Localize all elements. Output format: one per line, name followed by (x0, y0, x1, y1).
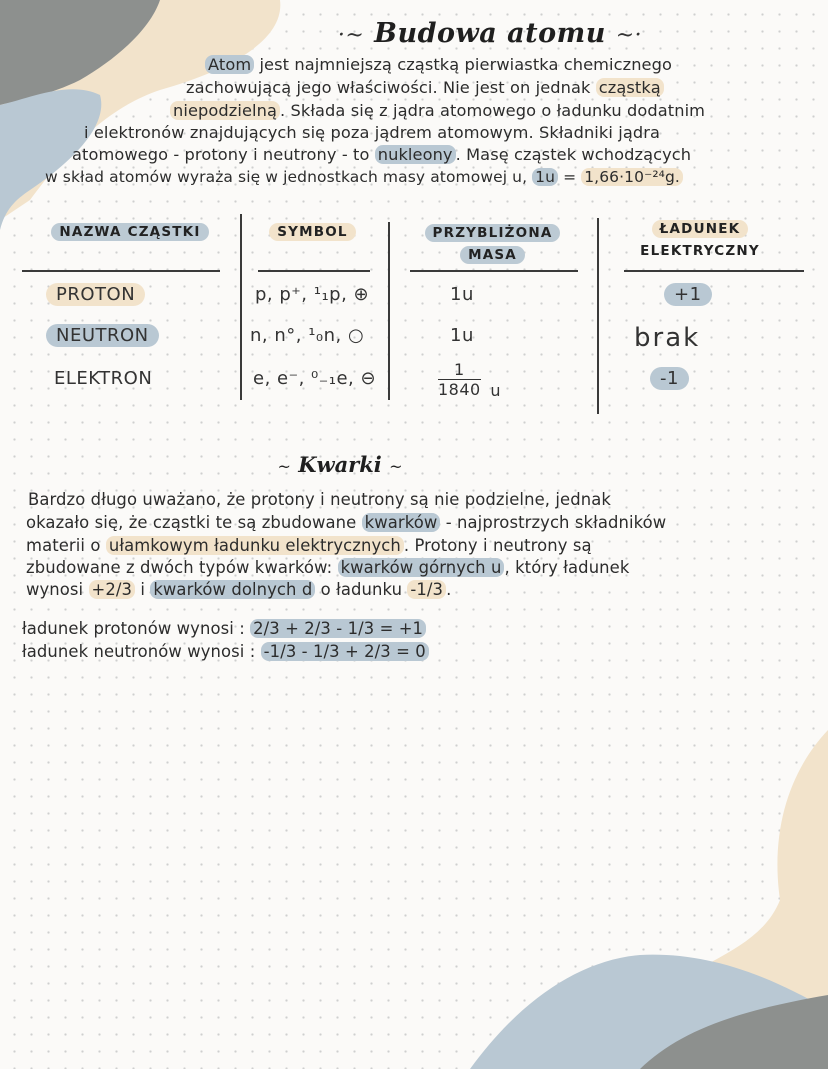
table-divider-3 (597, 218, 599, 414)
kwarki-line-1: Bardzo długo uważano, że protony i neutrony są nie podzielne, jednak (28, 490, 611, 509)
row-neutron-symbol: n, n°, ¹₀n, ○ (250, 325, 365, 346)
intro-line-3: niepodzielną . Składa się z jądra atomowego o ładunku dodatnim (170, 100, 705, 122)
intro-line-2: zachowującą jego właściwości. Nie jest on jednak cząstką (186, 77, 664, 99)
kwarki-line-2: okazało się, że cząstki te są zbudowane kwarków - najprostrzych składników (26, 513, 667, 532)
row-electron-symbol: e, e⁻, ⁰₋₁e, ⊖ (253, 368, 377, 389)
header-symbol: SYMBOL (250, 224, 375, 240)
row-neutron-name: NEUTRON (46, 325, 159, 346)
intro-line-6: w skład atomów wyraża się w jednostkach masy atomowej u, 1u = 1,66·10⁻²⁴g. (45, 166, 683, 188)
title-text: Budowa atomu (374, 18, 606, 49)
row-neutron-mass: 1u (450, 325, 474, 346)
kwarki-title: ~ Kwarki ~ (277, 452, 403, 477)
kwarki-line-5: wynosi +2/3 i kwarków dolnych d o ładunku -1/3 . (26, 580, 452, 599)
header-mass: PRZYBLIŻONA MASA (405, 222, 580, 266)
table-divider-2 (388, 222, 390, 400)
equation-proton: ładunek protonów wynosi : 2/3 + 2/3 - 1/3 = +1 (22, 618, 426, 640)
kwarki-line-3: materii o ułamkowym ładunku elektrycznych . Protony i neutrony są (26, 536, 592, 555)
row-proton-symbol: p, p⁺, ¹₁p, ⊕ (255, 284, 370, 305)
table-divider-1 (240, 214, 242, 400)
mass-numerator: 1 (438, 360, 481, 380)
row-neutron-charge: brak (634, 323, 701, 353)
kwarki-line-4: zbudowane z dwóch typów kwarków: kwarków górnych u , który ładunek (26, 558, 630, 577)
row-electron-name: ELEKTRON (54, 368, 153, 389)
row-proton-name: PROTON (46, 284, 145, 305)
mass-unit: u (490, 381, 501, 400)
row-electron-mass (438, 360, 501, 400)
row-proton-mass: 1u (450, 284, 474, 305)
page-title: ·~ Budowa atomu ~· (337, 18, 643, 49)
table-header-underline-3 (410, 270, 578, 272)
intro-line-4: i elektronów znajdujących się poza jądrem atomowym. Składniki jądra (84, 123, 660, 142)
mass-denominator: 1840 (438, 380, 481, 399)
equation-neutron: ładunek neutronów wynosi : -1/3 - 1/3 + 2/3 = 0 (22, 641, 429, 663)
table-header-underline-1 (22, 270, 220, 272)
intro-line-5: atomowego - protony i neutrony - to nukleony . Masę cząstek wchodzących (72, 145, 692, 164)
header-charge: ŁADUNEK ELEKTRYCZNY (640, 221, 760, 259)
row-electron-charge: -1 (650, 368, 689, 389)
table-header-underline-2 (258, 270, 370, 272)
header-name: NAZWA CZĄSTKI (40, 224, 220, 240)
row-proton-charge: +1 (664, 284, 712, 305)
table-header-underline-4 (624, 270, 804, 272)
intro-line-1: Atom jest najmniejszą cząstką pierwiastka chemicznego (205, 54, 672, 76)
